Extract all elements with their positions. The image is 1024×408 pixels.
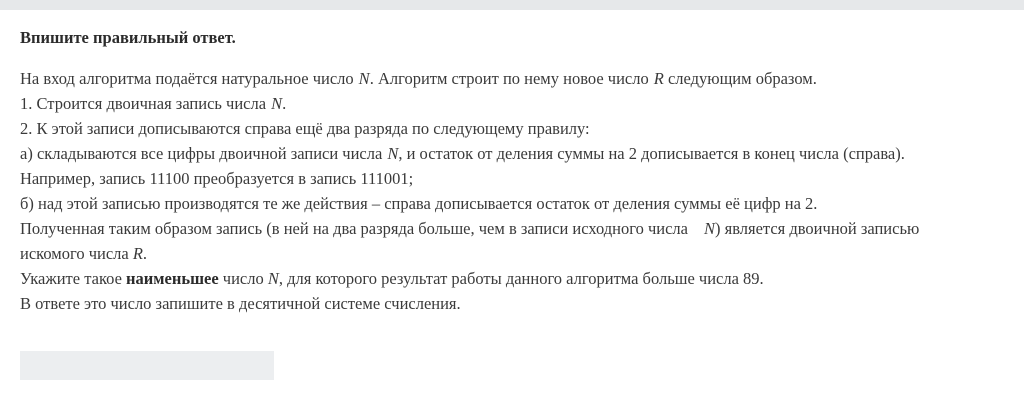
- variable-n: N: [267, 269, 279, 288]
- task-line: [20, 141, 1010, 166]
- task-line: [20, 241, 1010, 266]
- text-segment: , для которого результат работы данного алгоритма больше числа 89.: [278, 269, 764, 288]
- task-line: [20, 66, 1010, 91]
- task-title: Впишите правильный ответ.: [20, 28, 236, 47]
- text-segment: .: [142, 244, 148, 263]
- text-segment: а) складываются все цифры двоичной записи числа: [20, 144, 383, 163]
- task-line: [20, 91, 1010, 116]
- text-segment: , и остаток от деления суммы на 2 дописывается в конец числа (справа).: [398, 144, 905, 163]
- task-block: [20, 27, 1010, 316]
- text-segment: Например, запись 11100 преобразуется в запись 111001;: [20, 169, 414, 188]
- task-line: [20, 216, 1010, 241]
- text-segment: Укажите такое: [20, 269, 122, 288]
- task-line: [20, 291, 1010, 316]
- answer-input[interactable]: [20, 351, 274, 380]
- variable-r: R: [653, 69, 664, 88]
- text-segment: .: [282, 94, 287, 113]
- top-bar: [0, 0, 1024, 10]
- task-line: [20, 166, 1010, 191]
- variable-n: N: [387, 144, 399, 163]
- task-line: [20, 116, 1010, 141]
- task-text: [20, 66, 1010, 316]
- text-segment: . Алгоритм строит по нему новое число: [369, 69, 649, 88]
- variable-n: N: [703, 219, 715, 238]
- variable-n: N: [271, 94, 283, 113]
- variable-r: R: [132, 244, 143, 263]
- text-segment: 2. К этой записи дописываются справа ещё два разряда по следующему правилу:: [20, 119, 590, 138]
- text-segment: ) является двоичной записью: [714, 219, 920, 238]
- text-segment: На вход алгоритма подаётся натуральное число: [20, 69, 354, 88]
- emphasis-word: наименьшее: [126, 269, 219, 288]
- text-segment: следующим образом.: [667, 69, 817, 88]
- variable-n: N: [358, 69, 370, 88]
- text-segment: искомого числа: [20, 244, 129, 263]
- text-segment: число: [222, 269, 264, 288]
- text-segment: б) над этой записью производятся те же действия – справа дописывается остаток от деления суммы её цифр на 2.: [20, 194, 818, 213]
- text-segment: Полученная таким образом запись (в ней на два разряда больше, чем в записи исходного числа: [20, 219, 688, 238]
- task-line: [20, 266, 1010, 291]
- task-line: [20, 191, 1010, 216]
- text-segment: 1. Строится двоичная запись числа: [20, 94, 267, 113]
- text-segment: В ответе это число запишите в десятичной системе счисления.: [20, 294, 461, 313]
